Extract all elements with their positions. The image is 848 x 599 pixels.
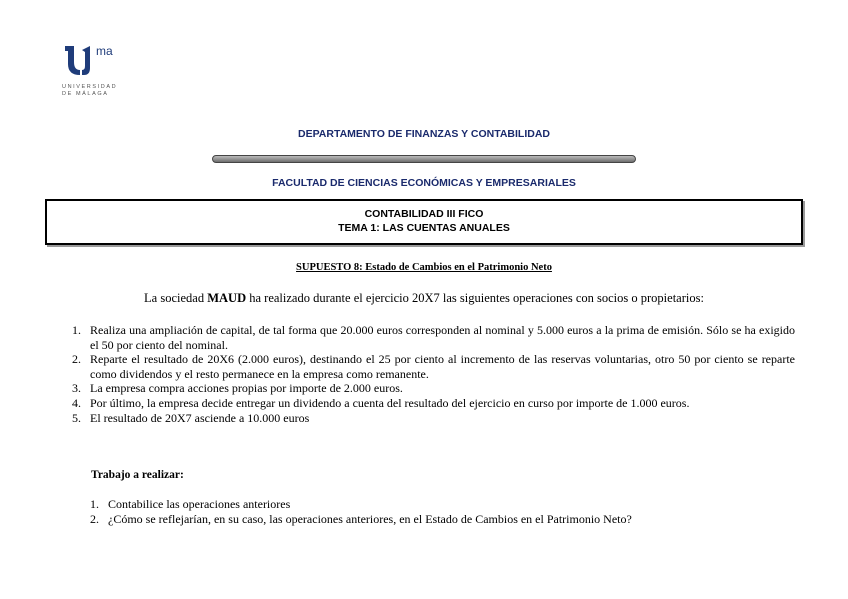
- operation-text: Reparte el resultado de 20X6 (2.000 euros), destinando el 25 por ciento al incremento de las reservas voluntarias, otro 50 por ciento se reparte como dividendos y el resto permanece en la empresa como remanente.: [90, 352, 795, 381]
- logo-line-2: DE MÁLAGA: [62, 91, 109, 97]
- case-title: SUPUESTO 8: Estado de Cambios en el Patrimonio Neto: [296, 262, 552, 273]
- topic-name: TEMA 1: LAS CUENTAS ANUALES: [338, 222, 510, 234]
- task-text: ¿Cómo se reflejarían, en su caso, las operaciones anteriores, en el Estado de Cambios en el Patrimonio Neto?: [108, 512, 632, 526]
- operation-text: Por último, la empresa decide entregar un dividendo a cuenta del resultado del ejercicio en curso por importe de 1.000 euros.: [90, 395, 690, 410]
- case-intro: [0, 291, 848, 306]
- task-number: 2.: [90, 512, 99, 526]
- tasks-list: [60, 497, 795, 527]
- task-item: [60, 497, 795, 512]
- operation-item: [60, 396, 795, 411]
- operation-text: La empresa compra acciones propias por importe de 2.000 euros.: [90, 381, 403, 396]
- operation-number: 5.: [72, 410, 81, 425]
- operation-item: [60, 352, 795, 381]
- logo-line-1: UNIVERSIDAD: [62, 84, 118, 90]
- operation-number: 4.: [72, 395, 81, 410]
- operation-text: El resultado de 20X7 asciende a 10.000 euros: [90, 410, 310, 425]
- task-item: [60, 512, 795, 527]
- operation-item: [60, 323, 795, 352]
- logo-superscript: ma: [96, 44, 113, 58]
- work-heading: Trabajo a realizar:: [91, 469, 184, 481]
- operation-number: 3.: [72, 381, 81, 396]
- task-number: 1.: [90, 497, 99, 511]
- course-title-box: [45, 199, 803, 245]
- operations-list: [60, 323, 795, 425]
- university-logo: [62, 42, 132, 104]
- department-title: DEPARTAMENTO DE FINANZAS Y CONTABILIDAD: [297, 128, 550, 140]
- task-text: Contabilice las operaciones anteriores: [108, 497, 291, 511]
- uma-logo-icon: [62, 42, 98, 78]
- company-name: MAUD: [207, 291, 247, 305]
- operation-item: [60, 381, 795, 396]
- course-name: CONTABILIDAD III FICO: [364, 208, 484, 220]
- operation-number: 1.: [72, 323, 81, 337]
- operation-item: [60, 411, 795, 426]
- faculty-title: FACULTAD DE CIENCIAS ECONÓMICAS Y EMPRESARIALES: [272, 177, 576, 189]
- intro-pre: La sociedad: [144, 291, 208, 305]
- intro-post: ha realizado durante el ejercicio 20X7 las siguientes operaciones con socios o propietarios:: [246, 291, 704, 305]
- header-divider-bar: [212, 155, 636, 163]
- operation-number: 2.: [72, 352, 81, 367]
- operation-text: Realiza una ampliación de capital, de tal forma que 20.000 euros corresponden al nominal y 5.000 euros a la prima de emisión. Sólo se ha exigido el 50 por ciento del nominal.: [90, 323, 795, 352]
- logo-text: [62, 84, 117, 98]
